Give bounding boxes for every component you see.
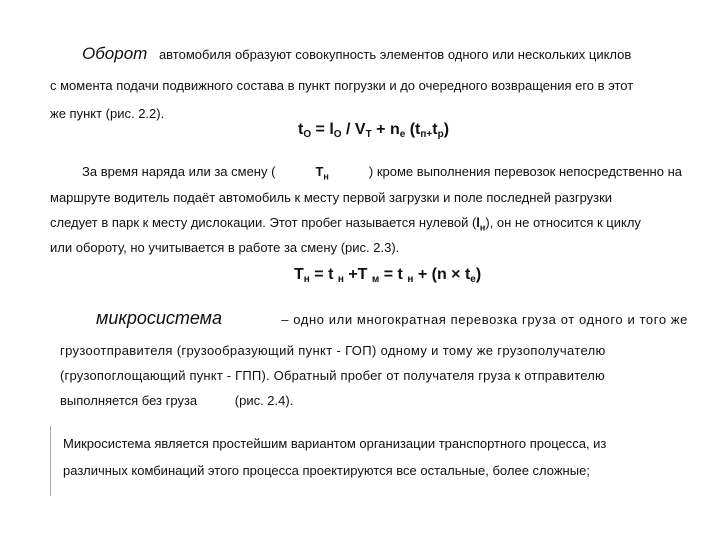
p2-line1: За время наряда или за смену ( $Т_н$ ) кроме выполнения перевозок непосредственно на (82, 164, 682, 182)
p3-line1: микросистема – одно или многократная перевозка груза от одного и того же (96, 308, 688, 328)
p1-line1-text: автомобиля образуют совокупность элементов одного или нескольких циклов (158, 47, 632, 62)
p1-line3: же пункт (рис. 2.2). (50, 106, 165, 121)
microsystem-note-box (50, 426, 691, 496)
p1-line2: с момента подачи подвижного состава в пункт погрузки и до очередного возвращения его в этот (50, 78, 634, 93)
p3-line3: (грузопоглощающий пункт - ГПП). Обратный пробег от получателя груза к отправителю (60, 368, 605, 383)
p2-line4: или обороту, но учитывается в работе за смену (рис. 2.3). (50, 240, 400, 255)
p3-line2: грузоотправителя (грузообразующий пункт - ГОП) одному и тому же грузополучателю (60, 343, 606, 358)
formula-turnover-time: $t_O = l_O / V_T + n_e$ $(t_{п+}t_р)$ (298, 121, 450, 140)
p3-line4: выполняется без груза (рис. 2.4). (60, 393, 294, 408)
p1-line1 (82, 46, 631, 63)
formula-shift-time: $Т_н = t$ $_н$ +Т $_м$ = t $_н + (n \times t_е)$ (294, 266, 482, 285)
term-oborot: Оборот (82, 44, 148, 63)
p2-line3: следует в парк к месту дислокации. Этот пробег называется нулевой $(l_н)$, он не относится к циклу (50, 215, 641, 233)
p2-line2: маршруте водитель подаёт автомобиль к месту первой загрузки и поле последней разгрузки (50, 190, 613, 205)
p4-line1: Микросистема является простейшим вариантом организации транспортного процесса, из (63, 436, 607, 451)
term-microsystem: микросистема (96, 308, 223, 328)
p4-line2: различных комбинаций этого процесса проектируются все остальные, более сложные; (63, 463, 590, 478)
